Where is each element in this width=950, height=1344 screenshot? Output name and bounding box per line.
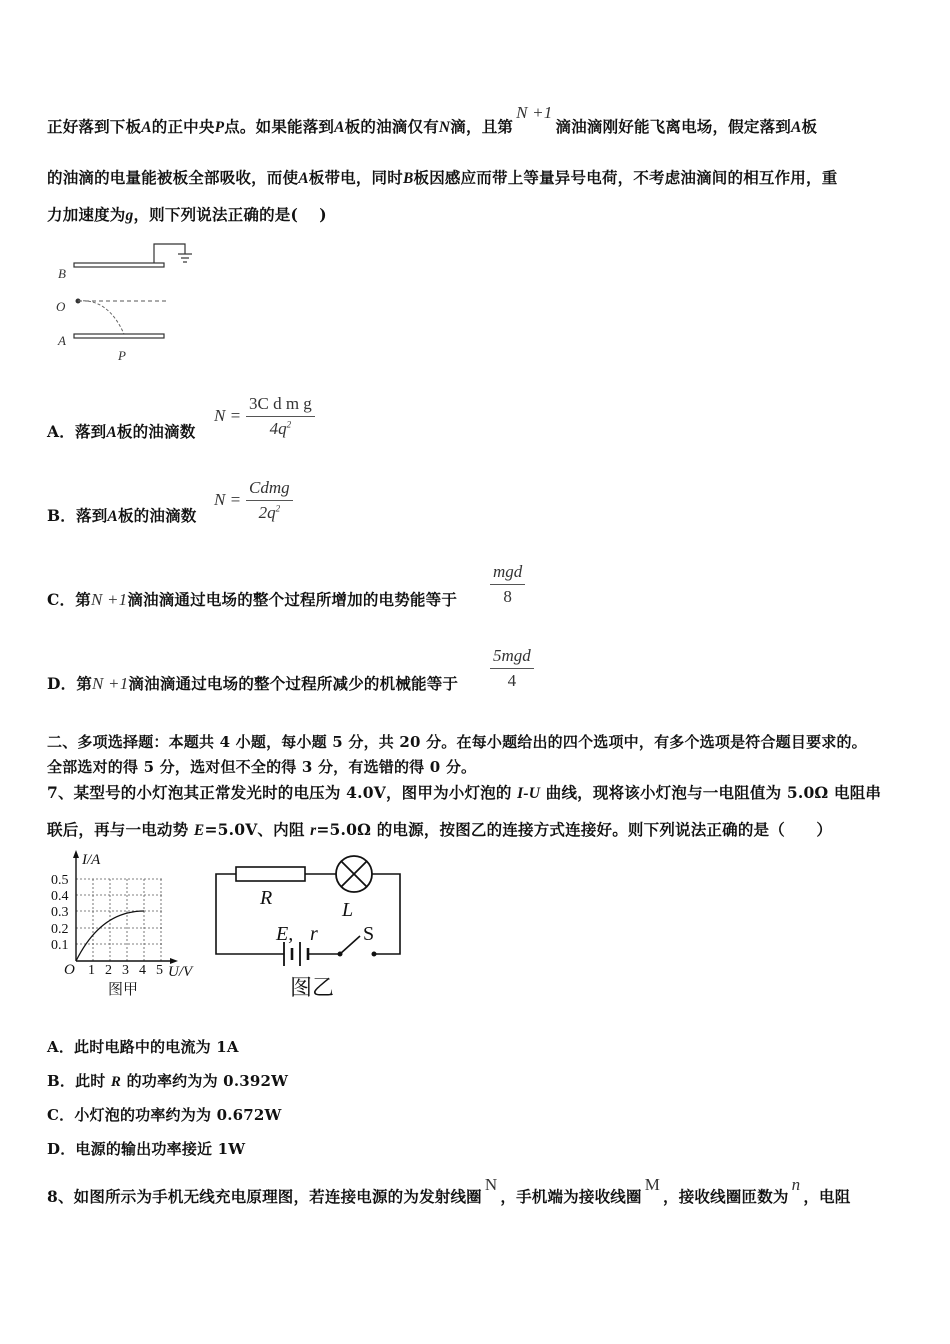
q7-option-d[interactable]	[47, 1138, 245, 1159]
text: 板的油滴数	[117, 506, 197, 525]
text: ，接收线圈匝数为	[663, 1187, 789, 1206]
numerator: mgd	[493, 562, 523, 581]
resistor-R	[236, 867, 305, 881]
option-text: 电源的输出功率接近 1W	[75, 1140, 246, 1158]
label-P: P	[118, 348, 126, 363]
graph-caption: 图甲	[108, 982, 139, 998]
x-tick: 5	[156, 963, 163, 978]
var-E: E	[193, 822, 205, 839]
var-IU: I-U	[517, 785, 541, 802]
q6-text-line-1	[47, 103, 818, 137]
text: =5.0Ω 的电源，按图乙的连接方式连接好。则下列说法正确的是（ ）	[316, 820, 833, 839]
text: 点。如果能落到	[224, 117, 335, 136]
var-P: P	[214, 119, 225, 136]
label-R: R	[260, 887, 273, 909]
formula-lhs: N =	[214, 406, 242, 425]
plate-B	[74, 263, 164, 267]
den-text: 4q	[269, 419, 287, 438]
text: ，手机端为接收线圈	[500, 1187, 642, 1206]
trajectory	[78, 301, 124, 334]
option-text: 此时电路中的电流为 1A	[74, 1038, 239, 1056]
text: 7、某型号的小灯泡其正常发光时的电压为 4.0V，图甲为小灯泡的	[47, 783, 518, 802]
q6-option-d[interactable]	[47, 672, 458, 694]
formula-fraction	[490, 562, 525, 607]
label-L: L	[342, 899, 354, 921]
q6-option-c[interactable]	[47, 588, 457, 610]
den-text: 2q	[258, 503, 276, 522]
var: A	[106, 424, 117, 441]
q7-text-line-2	[47, 818, 832, 840]
section2-line-1: 二、多项选择题：本题共 4 小题，每小题 5 分，共 20 分。在每小题给出的四个选项中，有多个选项是符合题目要求的。	[47, 733, 867, 751]
text: 联后，再与一电动势	[47, 820, 194, 839]
text: 板带电，同时	[308, 168, 403, 187]
text: 滴油滴通过电场的整个过程所增加的电势能等于	[127, 590, 458, 609]
text: ，则下列说法正确的是( )	[133, 205, 327, 224]
y-axis-arrow	[73, 850, 79, 858]
var-A: A	[334, 119, 345, 136]
q8-text-line-1	[47, 1175, 851, 1207]
text: 滴，且第	[450, 117, 514, 136]
superscript: 2	[286, 419, 292, 430]
option-key: B．	[47, 506, 77, 525]
q6-option-b[interactable]	[47, 504, 196, 526]
y-tick: 0.1	[51, 938, 69, 953]
denominator	[246, 503, 293, 523]
option-key: A．	[47, 422, 75, 441]
q6-text-line-2	[47, 166, 837, 188]
text: 的正中央	[151, 117, 215, 136]
text: 力加速度为	[47, 205, 126, 224]
text: ，电阻	[803, 1187, 851, 1206]
label-E: E,	[276, 923, 294, 945]
numerator: 3C d m g	[249, 394, 312, 413]
superscript: 2	[275, 503, 281, 514]
var: A	[107, 508, 118, 525]
option-key: C．	[47, 590, 76, 609]
option-text: 小灯泡的功率约为为 0.672W	[74, 1106, 282, 1124]
denominator: 4	[507, 671, 517, 690]
text: 第	[75, 590, 91, 609]
text: 8、如图所示为手机无线充电原理图，若连接电源的为发射线圈	[47, 1187, 482, 1206]
option-key: B．	[47, 1072, 76, 1090]
y-axis-label: I/A	[82, 852, 101, 868]
circuit-caption: 图乙	[290, 975, 335, 1000]
y-tick: 0.5	[51, 873, 69, 888]
var-N: N	[438, 119, 451, 136]
label-r: r	[310, 923, 318, 945]
plate-A	[74, 334, 164, 338]
x-tick: 1	[88, 963, 95, 978]
option-key: C．	[47, 1106, 75, 1124]
wire-left	[216, 874, 284, 954]
numerator: 5mgd	[493, 646, 531, 665]
x-tick: 2	[105, 963, 112, 978]
fraction-bar	[490, 584, 525, 585]
text: 滴油滴通过电场的整个过程所减少的机械能等于	[128, 674, 459, 693]
option-key: D．	[47, 1140, 76, 1158]
numerator: Cdmg	[249, 478, 290, 497]
label-S: S	[363, 923, 375, 945]
switch-contact	[372, 952, 377, 957]
math-n-plus-1: N +1	[516, 103, 553, 122]
var-A: A	[141, 119, 152, 136]
var-A: A	[791, 119, 802, 136]
var-B: B	[402, 170, 414, 187]
capacitor-figure	[50, 238, 210, 368]
y-tick: 0.4	[51, 889, 69, 904]
label-O: O	[56, 299, 66, 314]
wire-right	[372, 874, 400, 954]
label-A: A	[58, 333, 66, 348]
circuit-diagram	[210, 850, 410, 1002]
formula-fraction	[490, 646, 534, 691]
text: 的功率约为为 0.392W	[121, 1072, 289, 1090]
math-n-plus-1: N +1	[92, 674, 129, 693]
var-A: A	[298, 170, 309, 187]
switch-S	[340, 936, 360, 954]
denominator: 8	[503, 587, 512, 606]
fraction-bar	[246, 416, 315, 417]
text: 板的油滴仅有	[344, 117, 439, 136]
q6-option-a[interactable]	[47, 420, 195, 442]
q7-option-b[interactable]	[47, 1070, 288, 1091]
grid	[76, 879, 162, 961]
text: 第	[76, 674, 93, 693]
option-key: D．	[47, 674, 77, 693]
var-n: n	[791, 1175, 801, 1194]
text: 的油滴的电量能被板全部吸收，而使	[47, 168, 299, 187]
x-tick: 4	[139, 963, 146, 978]
formula-fraction	[246, 478, 293, 523]
var-M: M	[644, 1175, 661, 1194]
y-tick: 0.2	[51, 922, 69, 937]
text: 板因感应而带上等量异号电荷，不考虑油滴间的相互作用，重	[413, 168, 838, 187]
text: 正好落到下板	[47, 117, 142, 136]
var-g: g	[125, 207, 134, 224]
formula-lhs: N =	[214, 490, 242, 509]
q7-option-a[interactable]	[47, 1036, 239, 1057]
text: 曲线，现将该小灯泡与一电阻值为 5.0Ω 电阻串	[540, 783, 882, 802]
text: 落到	[74, 422, 107, 441]
text: 板的油滴数	[116, 422, 196, 441]
q6-text-line-3	[47, 203, 327, 225]
iu-graph	[46, 846, 206, 1002]
x-tick: 3	[122, 963, 129, 978]
denominator	[246, 419, 315, 439]
x-axis-label: U/V	[168, 964, 193, 980]
q7-option-c[interactable]	[47, 1104, 282, 1125]
text: 滴油滴刚好能飞离电场，假定落到	[555, 117, 791, 136]
y-tick: 0.3	[51, 905, 69, 920]
text: 此时	[75, 1072, 111, 1090]
var-N: N	[484, 1175, 498, 1194]
text: =5.0V、内阻	[204, 820, 311, 839]
label-B: B	[58, 266, 66, 281]
q7-text-line-1	[47, 781, 881, 803]
section2-line-2: 全部选对的得 5 分，选对但不全的得 3 分，有选错的得 0 分。	[47, 758, 477, 776]
math-n-plus-1: N +1	[90, 590, 128, 609]
fraction-bar	[490, 668, 534, 669]
formula-fraction	[246, 394, 315, 439]
fraction-bar	[246, 500, 293, 501]
text: 板	[801, 117, 818, 136]
text: 落到	[76, 506, 108, 525]
var-R: R	[110, 1074, 122, 1090]
origin-label: O	[64, 962, 75, 978]
var-r: r	[310, 822, 317, 839]
option-key: A．	[47, 1038, 75, 1056]
